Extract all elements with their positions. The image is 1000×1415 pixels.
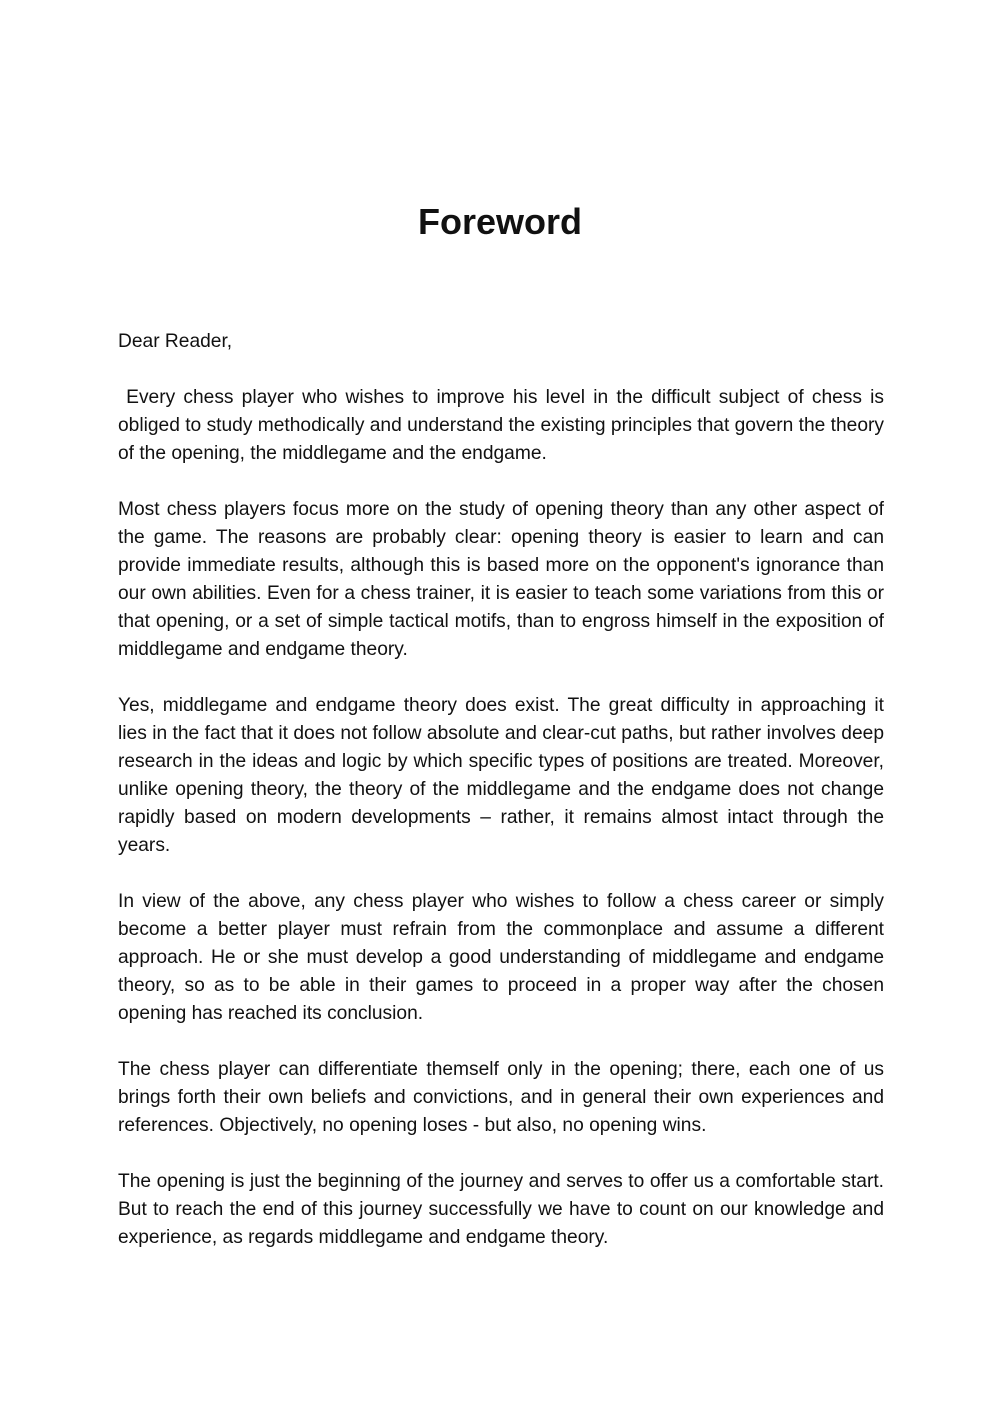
paragraph-2: Most chess players focus more on the study of opening theory than any other aspect of the game. The reasons are probably clear: opening theory is easier to learn and can provide immediate results, although this is based more on the opponent's ignorance than our own abilities. Even for a chess trainer, it is easier to teach some variations from this or that opening, or a set of simple tactical motifs, than to engross himself in the exposition of middlegame and endgame theory.	[118, 499, 884, 660]
paragraph-1: Every chess player who wishes to improve his level in the difficult subject of chess is obliged to study methodically and understand the existing principles that govern the theory of the opening, the middlegame and the endgame.	[118, 387, 884, 464]
paragraph-3: Yes, middlegame and endgame theory does exist. The great difficulty in approaching it lies in the fact that it does not follow absolute and clear-cut paths, but rather involves deep research in the ideas and logic by which specific types of positions are treated. Moreover, unlike opening theory, the theory of the middlegame and the endgame does not change rapidly based on modern developments – rather, it remains almost intact through the years.	[118, 695, 884, 856]
paragraph-6: The opening is just the beginning of the journey and serves to offer us a comfortable start. But to reach the end of this journey successfully we have to count on our knowledge and experience, as regards middlegame and endgame theory.	[118, 1171, 884, 1248]
paragraph-4: In view of the above, any chess player who wishes to follow a chess career or simply become a better player must refrain from the commonplace and assume a different approach. He or she must develop a good understanding of middlegame and endgame theory, so as to be able in their games to proceed in a proper way after the chosen opening has reached its conclusion.	[118, 891, 884, 1024]
greeting: Dear Reader,	[118, 331, 233, 352]
body-text	[118, 328, 884, 1252]
paragraph-5: The chess player can differentiate themself only in the opening; there, each one of us brings forth their own beliefs and convictions, and in general their own experiences and references. Objectively, no opening loses - but also, no opening wins.	[118, 1059, 884, 1136]
page-title: Foreword	[417, 201, 582, 242]
